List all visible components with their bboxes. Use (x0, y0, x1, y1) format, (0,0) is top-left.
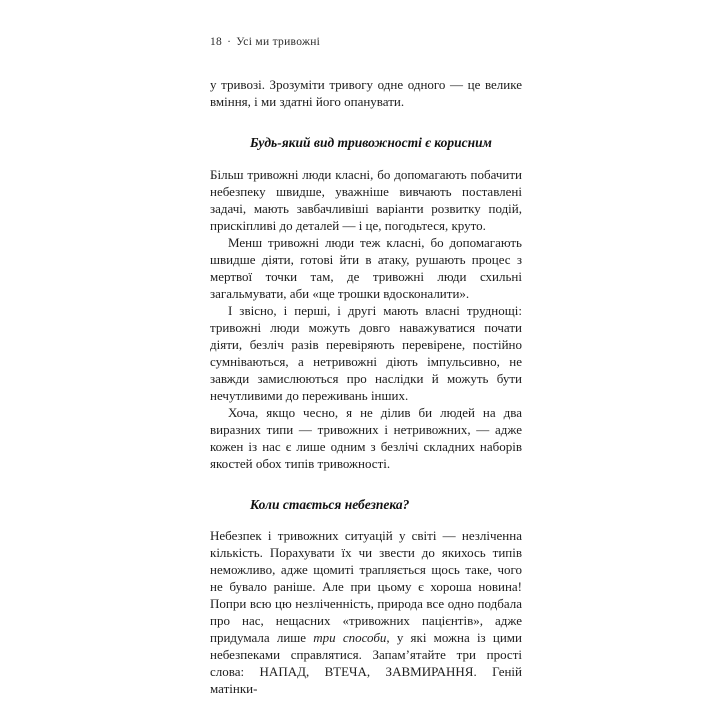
body-paragraph (210, 166, 522, 234)
body-paragraph (210, 527, 522, 697)
text-run: Менш тривожні люди теж класні, бо допомагають швидше діяти, готові йти в атаку, рушають процес з мертвої точки там, де тривожні люди схильні загальмувати, аби «ще трошки вдосконалити». (210, 234, 522, 301)
page-number: 18 (210, 36, 223, 48)
text-run: І звісно, і перші, і другі мають власні труднощі: тривожні люди можуть довго наважуватися почати діяти, безліч разів перевіряють перевірене, постійно сумніваються, а нетривожні діють імпульсивно, не завжди замислюються про наслідки й можуть бути нечутливими до переживань інших. (210, 302, 522, 403)
running-head (210, 36, 320, 48)
text-run: у тривозі. Зрозуміти тривогу одне одного — це велике вміння, і ми здатні його опанувати. (210, 77, 522, 109)
italic-text-run: три способи (313, 630, 387, 645)
body-paragraph (210, 234, 522, 302)
text-run: Небезпек і тривожних ситуацій у світі — незліченна кількість. Порахувати їх чи звести до якихось типів неможливо, адже щомиті трапляється щось таке, чого не бувало раніше. Але при цьому є хороша новина! Попри всю цю незліченність, природа все одно подбала про нас, нещасних «тривожних пацієнтів», адже придумала лише (210, 528, 522, 645)
section-heading: Коли стається небезпека? (250, 496, 410, 512)
book-title: Усі ми тривожні (236, 36, 321, 48)
text-run: Хоча, якщо чесно, я не ділив би людей на два виразних типи — тривожних і нетривожних, — адже кожен із нас є лише одним з безлічі складних наборів якостей обох типів тривожності. (210, 404, 522, 471)
section-heading: Будь-який вид тривожності є корисним (250, 135, 492, 150)
body-paragraph (210, 302, 522, 404)
page-body (210, 76, 522, 697)
body-paragraph (210, 404, 522, 472)
body-paragraph (210, 76, 522, 110)
text-run: , у які можна із цими небезпеками справлятися. Запам’ятайте три прості слова: НАПАД, ВТЕЧА, ЗАВМИРАННЯ. Геній матінки- (210, 630, 522, 696)
text-run: Більш тривожні люди класні, бо допомагають побачити небезпеку швидше, уважніше вивчають поставлені задачі, мають завбачливіші варіанти розвитку подій, прискіпливі до деталей — і це, погодьтеся, круто. (210, 166, 522, 233)
header-separator: · (227, 36, 232, 48)
